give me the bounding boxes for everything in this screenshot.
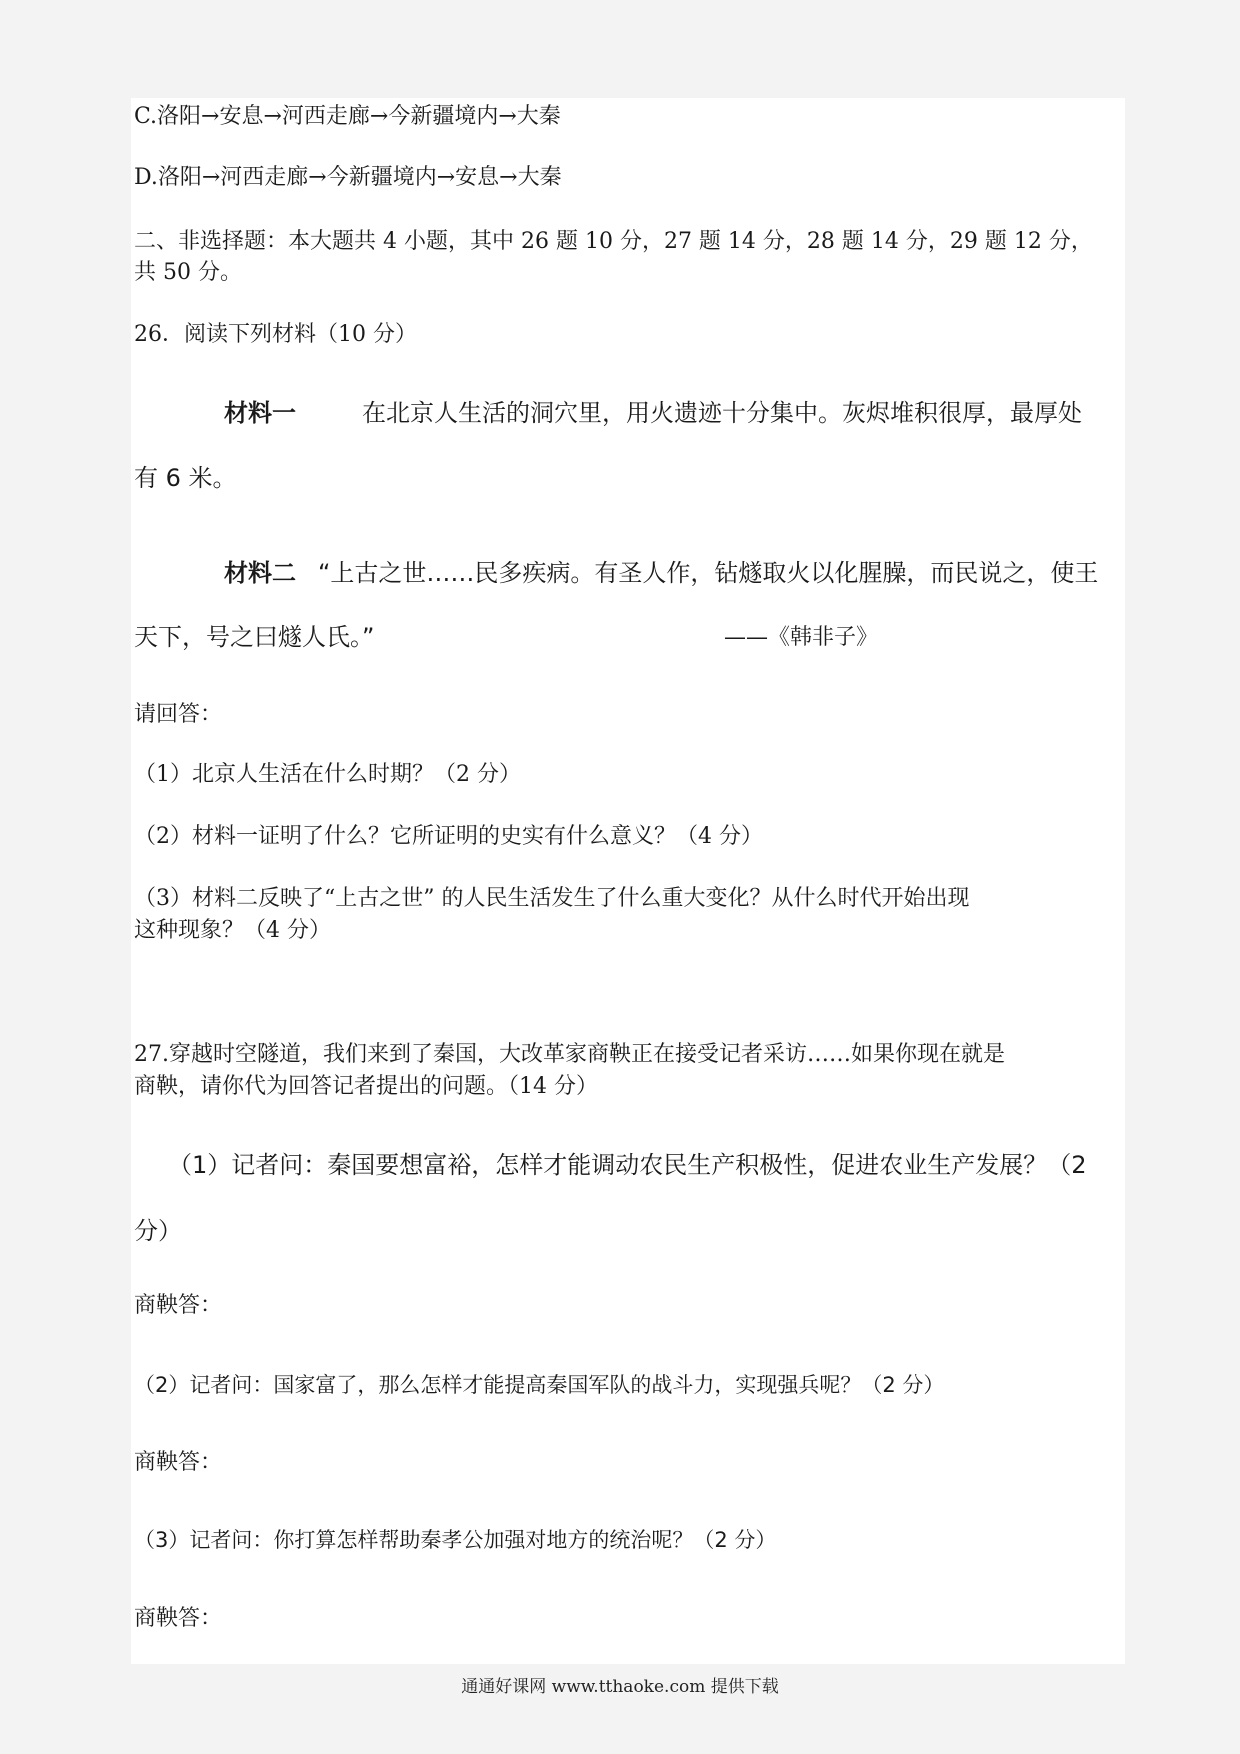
footer: 通通好课网 www.tthaoke.com 提供下载 bbox=[461, 1677, 779, 1697]
answer-label-1: 商鞅答： bbox=[134, 1293, 223, 1318]
q26-sub3-line1: （3）材料二反映了“上古之世” 的人民生活发生了什么重大变化？从什么时代开始出现 bbox=[134, 886, 970, 911]
answer-label-2: 商鞅答： bbox=[134, 1450, 223, 1475]
answer-label-3: 商鞅答： bbox=[134, 1606, 223, 1631]
q27-sub1-line2: 分） bbox=[134, 1217, 182, 1245]
q26-prompt: 请回答： bbox=[134, 702, 223, 727]
option-c: C.洛阳→安息→河西走廊→今新疆境内→大秦 bbox=[134, 104, 561, 129]
material1-text2: 有 6 米。 bbox=[134, 464, 237, 492]
section-heading-line2: 共 50 分。 bbox=[134, 260, 242, 285]
material2-label: 材料二 bbox=[224, 559, 296, 587]
q26-title: 26．阅读下列材料（10 分） bbox=[134, 322, 417, 347]
material2-source: ——《韩非子》 bbox=[724, 625, 879, 650]
q26-sub3-line2: 这种现象？（4 分） bbox=[134, 918, 331, 943]
q27-intro-line1: 27.穿越时空隧道，我们来到了秦国，大改革家商鞅正在接受记者采访……如果你现在就是 bbox=[134, 1042, 1005, 1067]
material2-text2: 天下，号之曰燧人氏。” bbox=[134, 623, 375, 651]
material1-text: 在北京人生活的洞穴里，用火遗迹十分集中。灰烬堆积很厚，最厚处 bbox=[362, 399, 1082, 427]
section-heading-line1: 二、非选择题：本大题共 4 小题，其中 26 题 10 分，27 题 14 分，28 题 14 分，29 题 12 分， bbox=[134, 229, 1093, 254]
material2-text: “上古之世……民多疾病。有圣人作，钻燧取火以化腥臊，而民说之，使王 bbox=[318, 559, 1099, 587]
q26-sub2: （2）材料一证明了什么？它所证明的史实有什么意义？（4 分） bbox=[134, 824, 763, 849]
q26-sub1: （1）北京人生活在什么时期？（2 分） bbox=[134, 762, 521, 787]
q27-sub2: （2）记者问：国家富了，那么怎样才能提高秦国军队的战斗力，实现强兵呢？（2 分） bbox=[134, 1373, 945, 1397]
q27-sub1-line1: （1）记者问：秦国要想富裕，怎样才能调动农民生产积极性，促进农业生产发展？（2 bbox=[168, 1151, 1087, 1179]
q27-sub3: （3）记者问：你打算怎样帮助秦孝公加强对地方的统治呢？（2 分） bbox=[134, 1528, 777, 1552]
option-d: D.洛阳→河西走廊→今新疆境内→安息→大秦 bbox=[134, 165, 562, 190]
q27-intro-line2: 商鞅，请你代为回答记者提出的问题。（14 分） bbox=[134, 1074, 598, 1099]
material1-label: 材料一 bbox=[224, 399, 296, 427]
